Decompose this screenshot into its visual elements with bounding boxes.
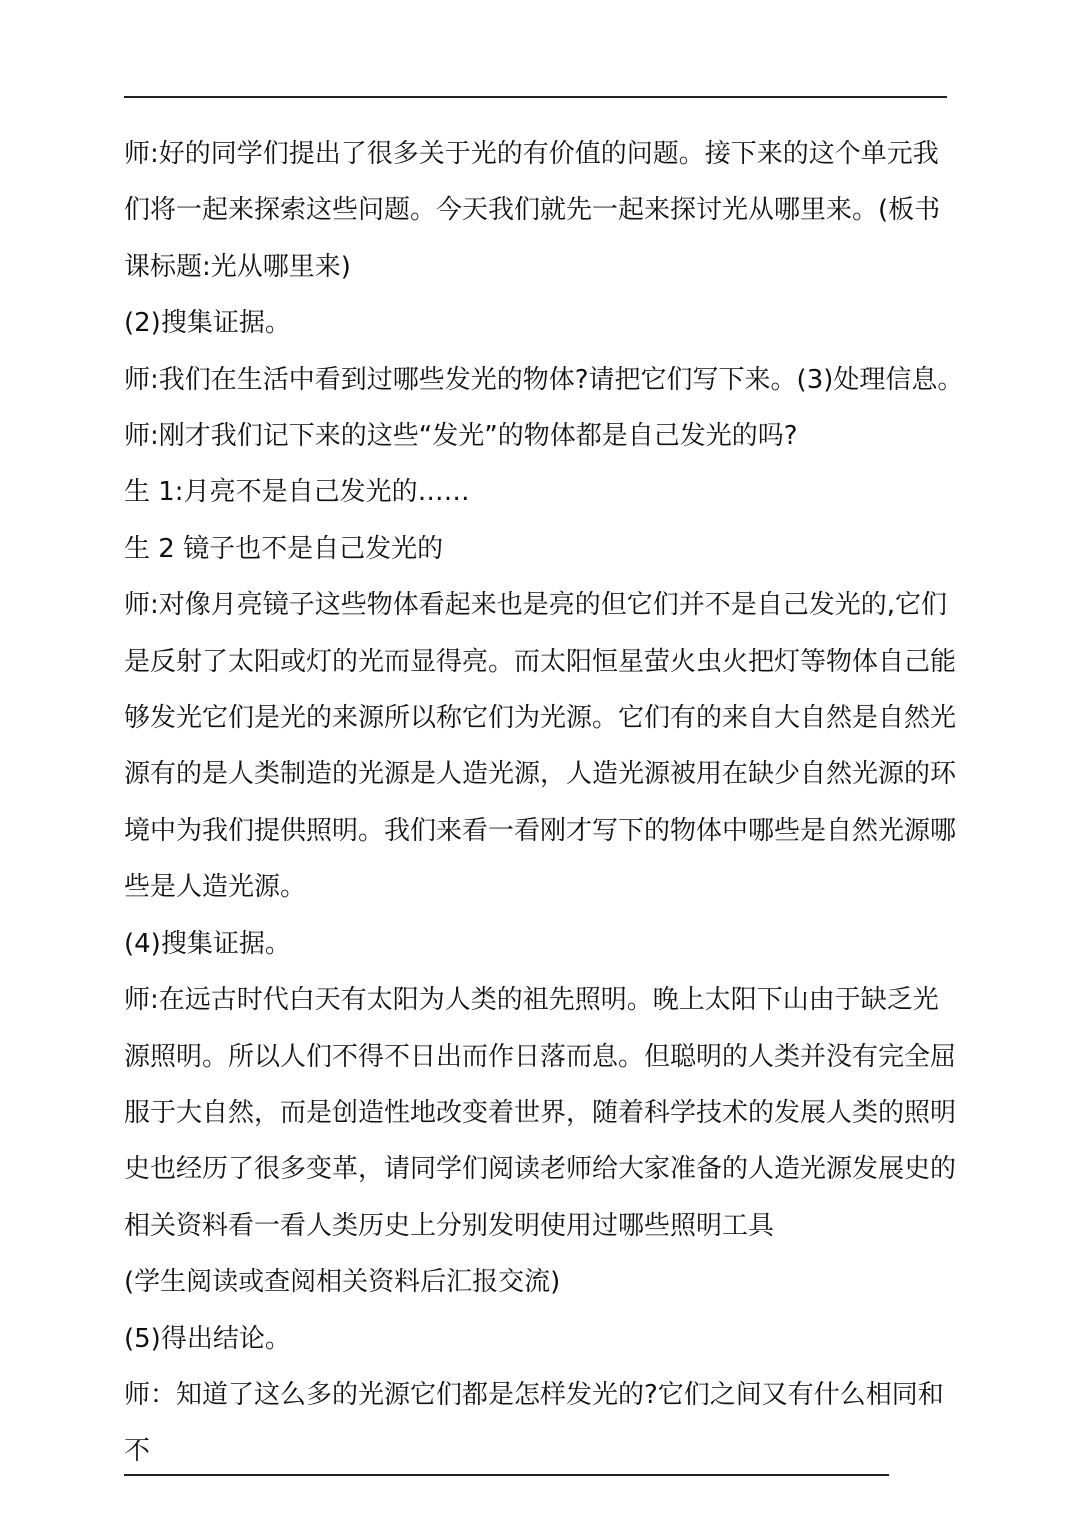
paragraph-light-sources: 师:对像月亮镜子这些物体看起来也是亮的但它们并不是自己发光的,它们是反射了太阳或灯的光而显得亮。而太阳恒星萤火虫火把灯等物体自己能够发光它们是光的来源所以称它们为光源。它们有的来自大自然是自然光源有的是人类制造的光源是人造光源，人造光源被用在缺少自然光源的环境中为我们提供照明。我们来看一看刚才写下的物体中哪些是自然光源哪些是人造光源。: [124, 590, 957, 903]
paragraph-conclusion: 师：知道了这么多的光源它们都是怎样发光的?它们之间又有什么相同和不: [124, 1379, 944, 1467]
paragraph-question: 师:我们在生活中看到过哪些发光的物体?请把它们写下来。(3)处理信息。: [124, 364, 964, 395]
paragraph-step-5: (5)得出结论。: [124, 1323, 291, 1354]
paragraph-student-1: 生 1:月亮不是自己发光的……: [124, 477, 470, 508]
paragraph-student-2: 生 2 镜子也不是自己发光的: [124, 533, 444, 564]
paragraph-student-report: (学生阅读或查阅相关资料后汇报交流): [124, 1267, 561, 1298]
paragraph-step-2: (2)搜集证据。: [124, 308, 291, 339]
paragraph-step-4: (4)搜集证据。: [124, 928, 291, 959]
footer-rule: [124, 1474, 889, 1476]
paragraph-history: 师:在远古时代白天有太阳为人类的祖先照明。晚上太阳下山由于缺乏光源照明。所以人们不得不日出而作日落而息。但聪明的人类并没有完全屈服于大自然，而是创造性地改变着世界，随着科学技术的发展人类的照明史也经历了很多变革，请同学们阅读老师给大家准备的人造光源发展史的相关资料看一看人类历史上分别发明使用过哪些照明工具: [124, 985, 957, 1241]
document-body: [124, 126, 964, 1480]
header-rule: [124, 96, 947, 98]
paragraph-intro: 师:好的同学们提出了很多关于光的有价值的问题。接下来的这个单元我们将一起来探索这些问题。今天我们就先一起来探讨光从哪里来。(板书课标题:光从哪里来): [124, 139, 941, 282]
paragraph-teacher-question: 师:刚才我们记下来的这些“发光”的物体都是自己发光的吗?: [124, 421, 798, 452]
